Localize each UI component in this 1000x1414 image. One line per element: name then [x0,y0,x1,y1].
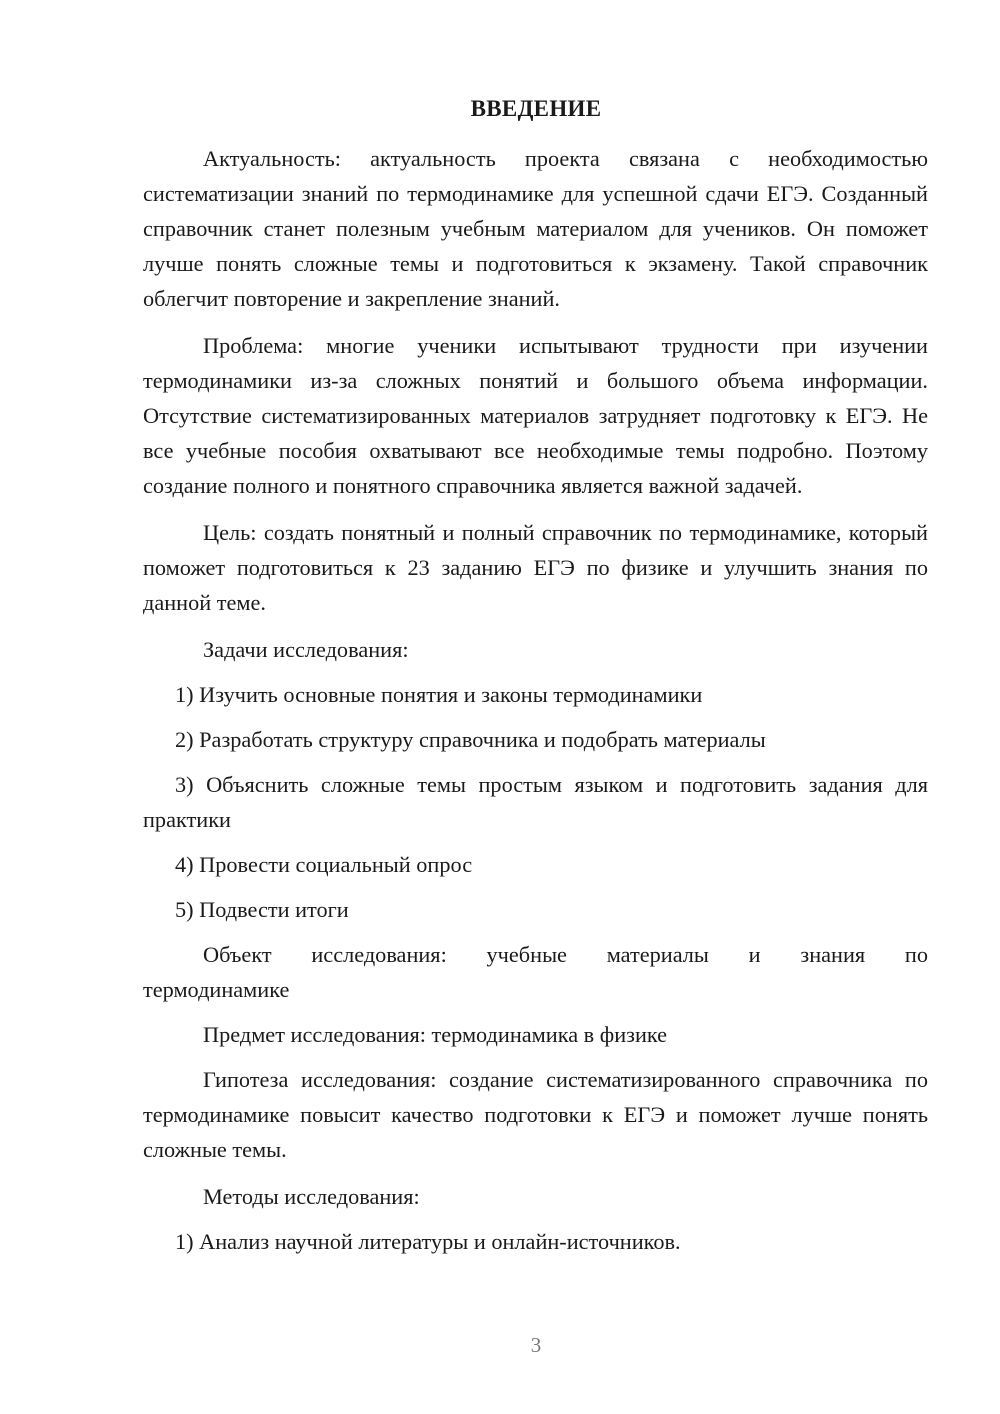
page-number: 3 [530,1333,542,1357]
task-item-5: 5) Подвести итоги [175,897,349,922]
relevance-paragraph: Актуальность: актуальность проекта связана с необходимостью систематизации знаний по термодинамике для успешной сдачи ЕГЭ. Созданный справочник станет полезным учебным материалом для учеников. Он поможет лучше понять сложные темы и подготовиться к экзамену. Такой справочник облегчит повторение и закрепление знаний. [143,146,928,311]
methods-heading: Методы исследования: [203,1184,420,1209]
task-item-2: 2) Разработать структуру справочника и подобрать материалы [175,727,766,752]
task-item-3: 3) Объяснить сложные темы простым языком и подготовить задания для практики [143,772,928,832]
method-item-1: 1) Анализ научной литературы и онлайн-источников. [175,1229,681,1254]
hypothesis-paragraph: Гипотеза исследования: создание систематизированного справочника по термодинамике повысит качество подготовки к ЕГЭ и поможет лучше понять сложные темы. [143,1067,928,1162]
object-paragraph [143,937,928,1007]
section-title: ВВЕДЕНИЕ [470,96,602,121]
object-line-2: термодинамике [143,977,290,1002]
problem-paragraph: Проблема: многие ученики испытывают трудности при изучении термодинамики из-за сложных понятий и большого объема информации. Отсутствие систематизированных материалов затрудняет подготовку к ЕГЭ. Не все учебные пособия охватывают все необходимые темы подробно. Поэтому создание полного и понятного справочника является важной задачей. [143,333,928,498]
tasks-heading: Задачи исследования: [203,637,409,662]
task-item-4: 4) Провести социальный опрос [175,852,473,877]
document-body [143,141,928,1259]
object-line-1: Объект исследования: учебные материалы и знания по [203,942,928,967]
task-item-1: 1) Изучить основные понятия и законы термодинамики [175,682,703,707]
subject-paragraph: Предмет исследования: термодинамика в физике [203,1022,668,1047]
goal-paragraph: Цель: создать понятный и полный справочник по термодинамике, который поможет подготовиться к 23 заданию ЕГЭ по физике и улучшить знания по данной теме. [143,520,928,615]
